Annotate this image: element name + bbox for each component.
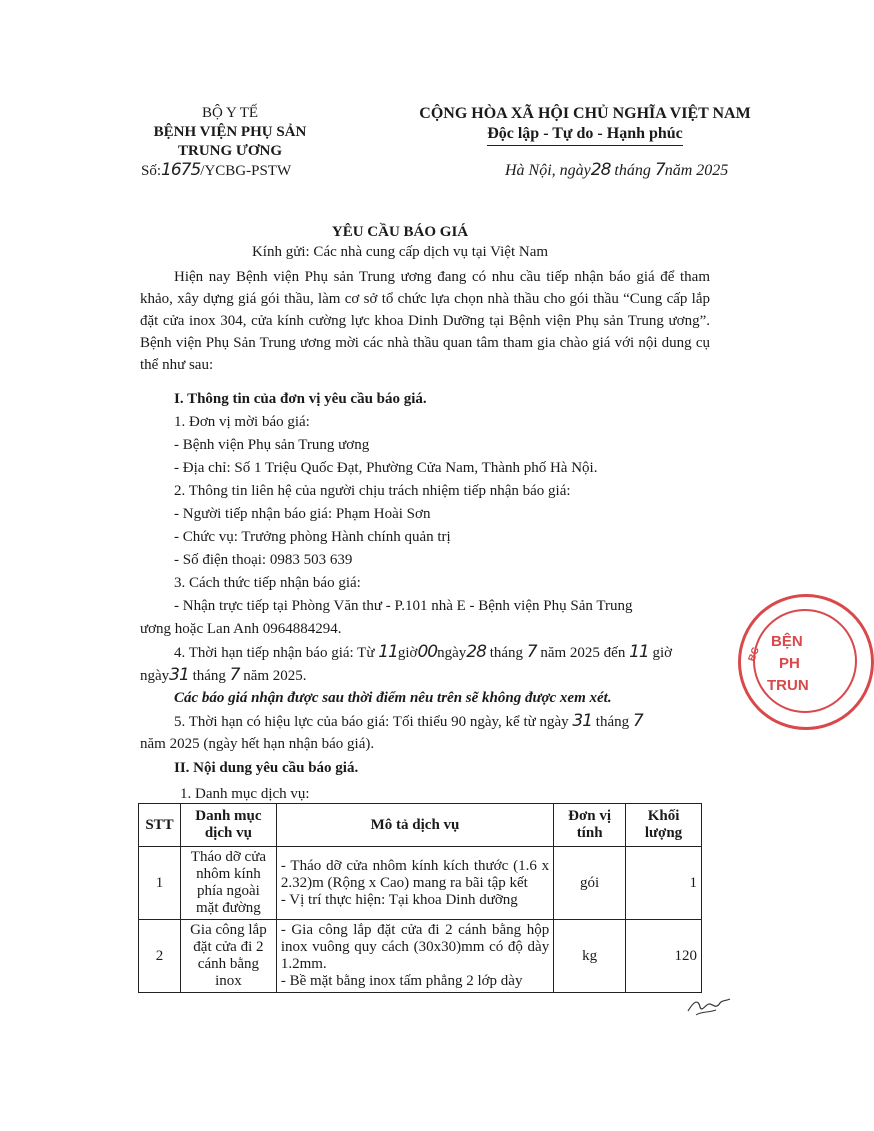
stamp-text-1: BỆN <box>771 633 803 650</box>
header-desc: Mô tả dịch vụ <box>276 804 553 847</box>
service-table <box>138 803 702 993</box>
row-desc-line1: - Tháo dỡ cửa nhôm kính kích thước (1.6 x 2.32)m (Rộng x Cao) mang ra bãi tập kết <box>280 857 550 891</box>
item-1-5 <box>174 710 746 733</box>
document-title: YÊU CẦU BÁO GIÁ <box>331 224 469 240</box>
row-item: Tháo dỡ cửa nhôm kính phía ngoài mặt đường <box>180 847 276 920</box>
deadline-month-to: 7 <box>229 665 240 685</box>
item-2-1: 1. Danh mục dịch vụ: <box>180 786 310 802</box>
deadline-month-from: 7 <box>526 642 537 662</box>
number-suffix: /YCBG-PSTW <box>200 163 292 179</box>
table-header-row <box>139 804 702 847</box>
deadline-day-to: 31 <box>169 665 189 685</box>
deadline-hour-to: 11 <box>629 642 649 662</box>
row-unit: kg <box>554 920 626 993</box>
document-date <box>505 160 728 180</box>
stamp-text-2: PH <box>779 655 800 672</box>
table-row <box>139 847 702 920</box>
validity-text-2: tháng <box>595 714 630 730</box>
date-month-word: tháng <box>614 162 651 179</box>
validity-month: 7 <box>632 711 643 731</box>
row-desc-line2: - Vị trí thực hiện: Tại khoa Dinh dưỡng <box>280 891 518 908</box>
number-handwritten: 1675 <box>161 160 201 180</box>
item-1-2b: - Chức vụ: Trưởng phòng Hành chính quản trị <box>174 529 451 545</box>
deadline-text-9: năm 2025. <box>243 668 307 684</box>
header-stt: STT <box>139 804 181 847</box>
late-submission-note: Các báo giá nhận được sau thời điểm nêu trên sẽ không được xem xét. <box>174 690 612 706</box>
issuer-block <box>130 104 330 181</box>
date-year: năm 2025 <box>664 162 729 179</box>
row-desc-line1: - Gia công lắp đặt cửa đi 2 cánh bằng hộp inox vuông quy cách (30x30)mm có độ dày 1.2mm. <box>280 922 550 972</box>
recipient-line: Kính gửi: Các nhà cung cấp dịch vụ tại Việt Nam <box>251 244 549 260</box>
item-1-1a: - Bệnh viện Phụ sản Trung ương <box>174 437 370 453</box>
item-1-2c: - Số điện thoại: 0983 503 639 <box>174 552 353 568</box>
handwritten-signature-icon <box>686 995 732 1017</box>
validity-day: 31 <box>572 711 593 731</box>
row-stt: 2 <box>139 920 181 993</box>
deadline-text-7: ngày <box>140 668 170 684</box>
deadline-hour-from: 11 <box>378 642 398 662</box>
validity-text-1: 5. Thời hạn có hiệu lực của báo giá: Tối thiểu 90 ngày, kể từ ngày <box>174 714 569 730</box>
deadline-text-8: tháng <box>192 668 226 684</box>
deadline-day-from: 28 <box>466 642 486 662</box>
deadline-text-5: năm 2025 đến <box>540 645 626 661</box>
section-2-heading: II. Nội dung yêu cầu báo giá. <box>174 760 359 776</box>
row-qty: 120 <box>626 920 702 993</box>
number-prefix: Số: <box>141 163 162 179</box>
row-item: Gia công lắp đặt cửa đi 2 cánh bằng inox <box>180 920 276 993</box>
ministry-name: BỘ Y TẾ <box>201 105 259 121</box>
deadline-text-6: giờ <box>652 645 673 661</box>
row-qty: 1 <box>626 847 702 920</box>
item-1-1: 1. Đơn vị mời báo giá: <box>174 414 310 430</box>
document-number <box>141 161 330 181</box>
motto: Độc lập - Tự do - Hạnh phúc <box>487 124 683 146</box>
item-1-4-line2 <box>140 664 712 687</box>
country-name: CỘNG HÒA XÃ HỘI CHỦ NGHĨA VIỆT NAM <box>419 105 751 122</box>
table-row <box>139 920 702 993</box>
row-stt: 1 <box>139 847 181 920</box>
hospital-name-line2: TRUNG ƯƠNG <box>177 143 283 159</box>
item-1-3a-line2: ương hoặc Lan Anh 0964884294. <box>140 621 342 637</box>
section-1-heading: I. Thông tin của đơn vị yêu cầu báo giá. <box>174 391 427 407</box>
item-1-1b: - Địa chỉ: Số 1 Triệu Quốc Đạt, Phường Cửa Nam, Thành phố Hà Nội. <box>174 460 598 476</box>
item-1-2: 2. Thông tin liên hệ của người chịu trách nhiệm tiếp nhận báo giá: <box>174 483 571 499</box>
red-seal-stamp-icon <box>738 594 874 730</box>
date-day: 28 <box>590 160 611 180</box>
deadline-text-4: tháng <box>489 645 524 661</box>
intro-paragraph: Hiện nay Bệnh viện Phụ sản Trung ương đang có nhu cầu tiếp nhận báo giá để tham khảo, xây dựng giá gói thầu, làm cơ sở tổ chức lựa chọn nhà thầu cho gói thầu “Cung cấp lắp đặt cửa inox 304, cửa kính cường lực khoa Dinh Dưỡng tại Bệnh viện Phụ sản Trung ương”. Bệnh viện Phụ Sản Trung ương mời các nhà thầu quan tâm tham gia chào giá với nội dung cụ thể như sau: <box>140 269 710 373</box>
national-header <box>380 104 790 146</box>
item-1-3: 3. Cách thức tiếp nhận báo giá: <box>174 575 361 591</box>
item-1-5-line2: năm 2025 (ngày hết hạn nhận báo giá). <box>140 736 375 752</box>
hospital-name-line1: BỆNH VIỆN PHỤ SẢN <box>153 124 307 140</box>
stamp-text-side: BC <box>746 645 762 664</box>
deadline-text-2: giờ <box>397 645 418 661</box>
deadline-text-3: ngày <box>437 645 467 661</box>
row-desc-line2: - Bề mặt bằng inox tấm phẳng 2 lớp dày <box>280 973 523 989</box>
date-month: 7 <box>654 160 665 180</box>
stamp-inner-ring <box>753 609 857 713</box>
row-desc <box>276 847 553 920</box>
item-1-4 <box>174 641 746 664</box>
header-item: Danh mục dịch vụ <box>180 804 276 847</box>
date-prefix: Hà Nội, ngày <box>505 162 591 179</box>
header-unit: Đơn vị tính <box>554 804 626 847</box>
deadline-min-from: 00 <box>417 642 438 662</box>
row-desc <box>276 920 553 993</box>
deadline-text-1: 4. Thời hạn tiếp nhận báo giá: Từ <box>174 645 375 661</box>
item-1-3a-line1: - Nhận trực tiếp tại Phòng Văn thư - P.101 nhà E - Bệnh viện Phụ Sản Trung <box>174 598 633 614</box>
row-unit: gói <box>554 847 626 920</box>
service-table-wrapper <box>138 803 704 1000</box>
item-1-2a: - Người tiếp nhận báo giá: Phạm Hoài Sơn <box>174 506 431 522</box>
stamp-text-3: TRUN <box>767 677 809 694</box>
header-qty: Khối lượng <box>626 804 702 847</box>
